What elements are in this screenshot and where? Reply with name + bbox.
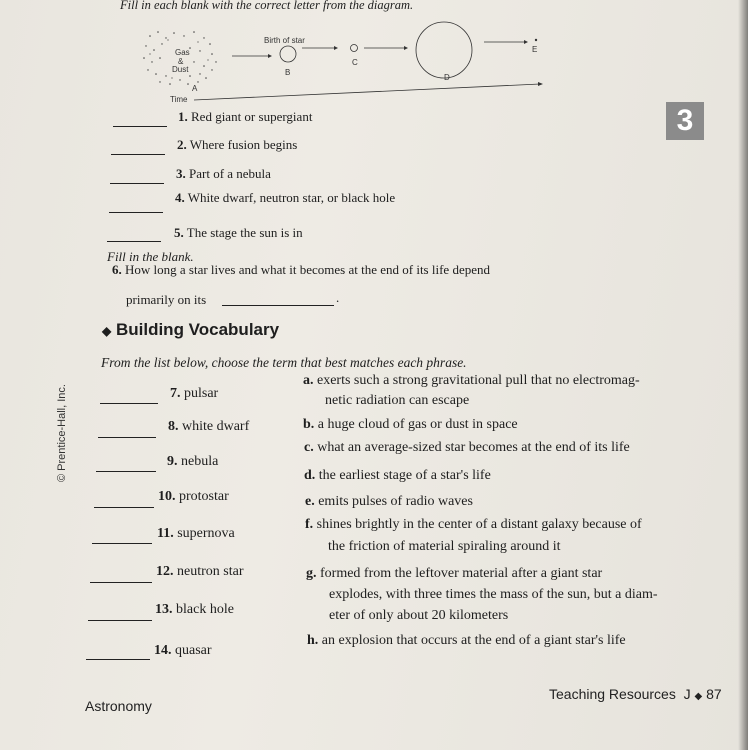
question-4: 4. White dwarf, neutron star, or black hole (175, 190, 396, 205)
vocab-title: ◆ Building Vocabulary (102, 320, 280, 339)
footer-resources: Teaching Resources J ◆ 87 (549, 686, 722, 702)
label-gas: Gas (175, 48, 190, 57)
definition-e: e. emits pulses of radio waves (305, 494, 473, 509)
answer-blank-5[interactable] (107, 241, 161, 242)
term-blank-14[interactable] (86, 659, 150, 660)
time-axis (194, 84, 540, 100)
question-2: 2. Where fusion begins (177, 137, 298, 152)
term-8: 8. white dwarf (168, 419, 250, 434)
term-blank-13[interactable] (88, 620, 152, 621)
definition-c: c. what an average-sized star becomes at the end of its life (304, 440, 630, 455)
answer-blank-1[interactable] (113, 126, 167, 127)
term-14: 14. quasar (154, 643, 212, 658)
question-3: 3. Part of a nebula (176, 166, 271, 181)
label-time: Time (170, 95, 188, 104)
label-c: C (352, 58, 358, 67)
definition-f: f. shines brightly in the center of a distant galaxy because of the friction of material spiraling around it (305, 517, 642, 554)
term-blank-9[interactable] (96, 471, 156, 472)
term-blank-7[interactable] (100, 403, 158, 404)
star-lifecycle-diagram (140, 18, 550, 104)
label-dust: Dust (172, 65, 189, 74)
definition-a: a. exerts such a strong gravitational pull that no electromag- netic radiation can escape (303, 373, 640, 408)
question-5: 5. The stage the sun is in (174, 225, 303, 240)
term-blank-8[interactable] (98, 437, 156, 438)
diagram-instruction: Fill in each blank with the correct letter from the diagram. (120, 0, 414, 12)
term-7: 7. pulsar (170, 386, 219, 401)
page-edge-shadow (738, 0, 748, 750)
star-b (280, 46, 296, 62)
term-13: 13. black hole (155, 602, 234, 617)
footer-subject: Astronomy (85, 698, 152, 714)
definition-h: h. an explosion that occurs at the end of a giant star's life (307, 633, 626, 648)
copyright-side-text: © Prentice-Hall, Inc. (56, 384, 68, 482)
label-amp: & (178, 57, 184, 66)
definition-d: d. the earliest stage of a star's life (304, 468, 491, 483)
fill-blank-instruction: Fill in the blank. (107, 249, 194, 264)
label-e: E (532, 45, 538, 54)
diamond-icon: ◆ (102, 324, 112, 338)
term-blank-10[interactable] (94, 507, 154, 508)
label-birth-of-star: Birth of star (264, 36, 305, 45)
answer-blank-2[interactable] (111, 154, 165, 155)
diamond-icon: ◆ (694, 691, 703, 702)
question-6-line1: 6. How long a star lives and what it becomes at the end of its life depend (112, 262, 490, 277)
question-6-period: . (336, 290, 340, 305)
label-b: B (285, 68, 291, 77)
star-e (535, 39, 537, 41)
term-blank-12[interactable] (90, 582, 152, 583)
star-d (416, 22, 472, 78)
definition-b: b. a huge cloud of gas or dust in space (303, 417, 518, 432)
term-12: 12. neutron star (156, 564, 244, 579)
answer-blank-3[interactable] (110, 183, 164, 184)
term-10: 10. protostar (158, 489, 229, 504)
star-c (351, 45, 358, 52)
label-d: D (444, 73, 450, 82)
term-11: 11. supernova (157, 526, 235, 541)
section-badge: 3 (666, 102, 704, 140)
definition-g: g. formed from the leftover material after a giant star explodes, with three times the mass of the sun, but a diam- eter of only about 20 kilometers (306, 566, 658, 623)
question-6-line2: primarily on its (126, 292, 207, 307)
term-9: 9. nebula (167, 454, 219, 469)
term-blank-11[interactable] (92, 543, 152, 544)
label-a: A (192, 84, 198, 93)
answer-blank-4[interactable] (109, 212, 163, 213)
vocab-instruction: From the list below, choose the term that best matches each phrase. (101, 355, 467, 370)
answer-blank-6[interactable] (222, 305, 334, 306)
question-1: 1. Red giant or supergiant (178, 109, 313, 124)
